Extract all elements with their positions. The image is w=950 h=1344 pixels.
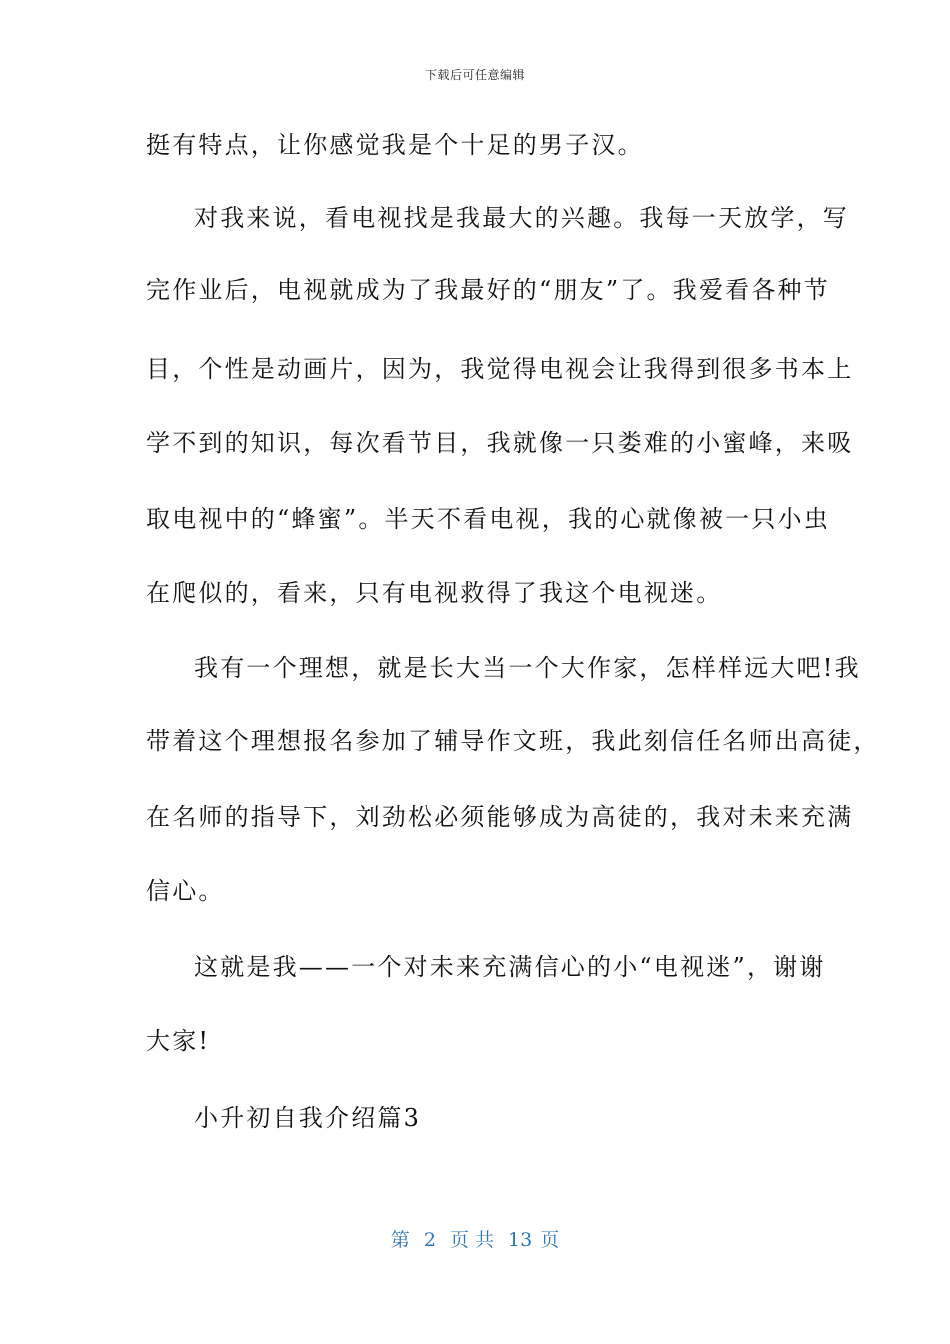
page-suffix: 页 [540,1229,560,1251]
text-line: 信心。 [146,877,225,905]
page-prefix: 第 [390,1229,410,1251]
page-header: 下载后可任意编辑 [424,68,525,82]
text-line: 对我来说，看电视找是我最大的兴趣。我每一天放学，写 [194,204,849,232]
text-line: 学不到的知识，每次看节目，我就像一只娄难的小蜜峰，来吸 [146,429,854,457]
page-footer [0,1225,950,1252]
text-line: 大家! [146,1027,211,1055]
page-number: 2 [423,1229,436,1251]
total-pages: 13 [508,1229,533,1251]
text-line: 我有一个理想，就是长大当一个大作家，怎样样远大吧!我 [194,654,861,682]
section-heading: 小升初自我介绍篇3 [194,1104,422,1132]
text-line: 取电视中的“蜂蜜”。半天不看电视，我的心就像被一只小虫 [146,505,830,533]
text-line: 挺有特点，让你感觉我是个十足的男子汉。 [146,131,644,159]
page-mid: 页 共 [449,1229,494,1251]
text-line: 带着这个理想报名参加了辅导作文班，我此刻信任名师出高徒， [146,727,880,755]
text-line: 在名师的指导下，刘劲松必须能够成为高徒的，我对未来充满 [146,803,854,831]
text-line: 在爬似的，看来，只有电视救得了我这个电视迷。 [146,579,723,607]
text-line: 这就是我——一个对未来充满信心的小“电视迷”，谢谢 [194,953,826,981]
text-line: 目，个性是动画片，因为，我觉得电视会让我得到很多书本上 [146,355,854,383]
text-line: 完作业后，电视就成为了我最好的“朋友”了。我爱看各种节 [146,276,830,304]
